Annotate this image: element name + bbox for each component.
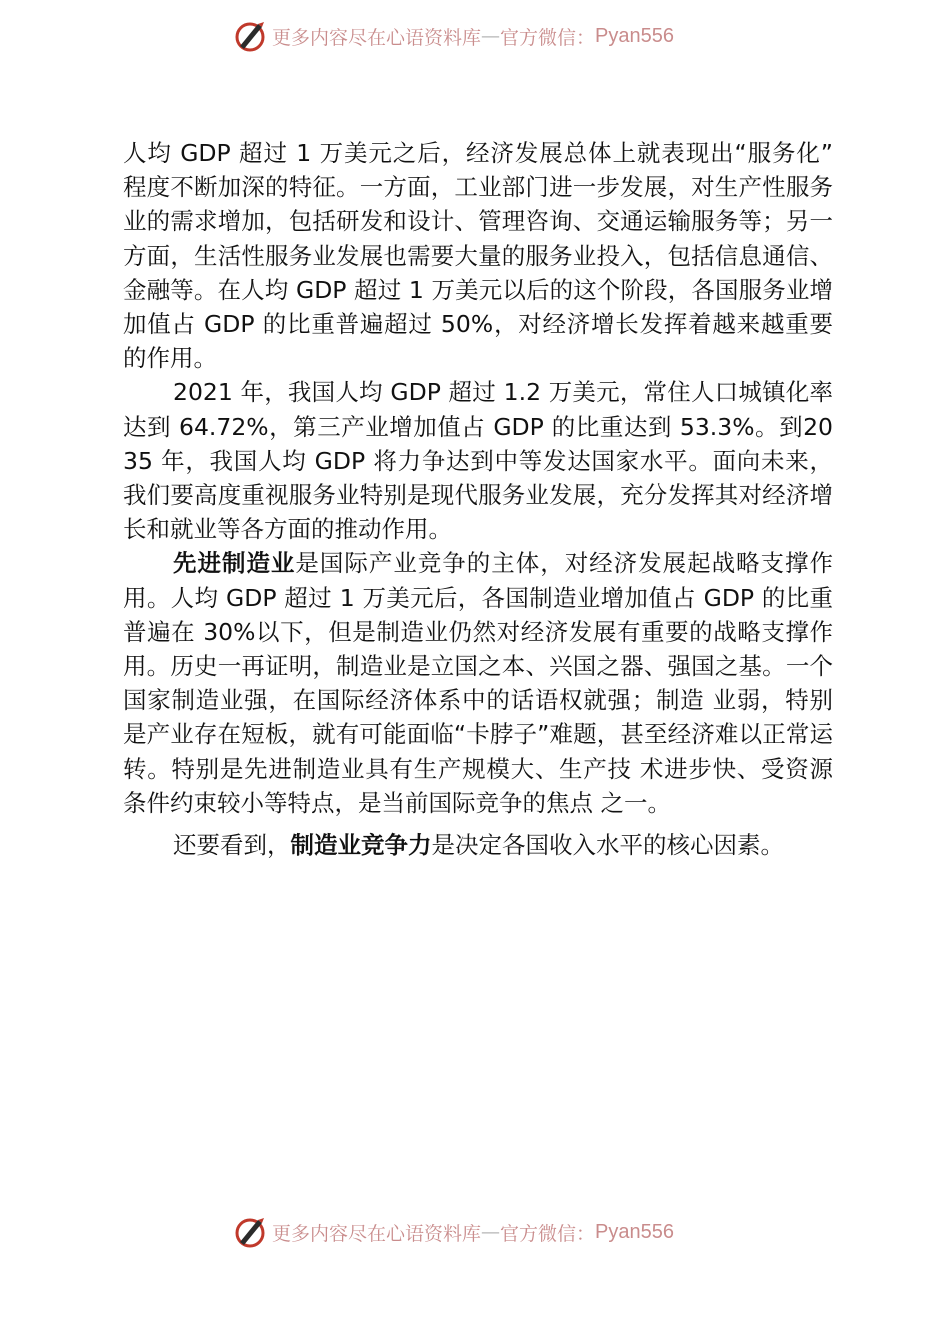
paragraph-3-bold-term: 先进制造业	[173, 549, 296, 578]
document-body	[123, 136, 833, 862]
paragraph-4-text: 是决定各国收入水平的核心因素。	[431, 831, 784, 860]
paragraph-3-text: 是国际产业竞争的主体，对经济发展起战略支撑作用。人均 GDP 超过 1 万美元后，各国制造业增加值占 GDP 的比重普遍在 30%以下，但是制造业仍然对经济发展有重要的战略支撑作用。历史一再证明，制造业是立国之本、兴国之器、强国之基。一个国家制造业强，在国际经济体系中的话语权就强；制造 业弱，特别是产业存在短板，就有可能面临“卡脖子”难题，甚至经济难以正常运转。特别是先进制造业具有生产规模大、生产技 术进步快、受资源条件约束较小等特点，是当前国际竞争的焦点 之一。	[123, 549, 834, 817]
paragraph-4-prefix: 还要看到，	[173, 831, 291, 860]
watermark-separator: —	[481, 25, 501, 47]
pen-logo-icon	[232, 1214, 268, 1250]
watermark-label: 官方微信：	[500, 1222, 596, 1245]
paragraph-3	[123, 546, 833, 820]
watermark-label: 官方微信：	[500, 26, 596, 49]
watermark-text: 更多内容尽在心语资料库	[272, 26, 482, 49]
watermark-text: 更多内容尽在心语资料库	[272, 1222, 482, 1245]
paragraph-2	[123, 375, 833, 546]
paragraph-1	[123, 136, 833, 375]
paragraph-1-text: 人均 GDP 超过 1 万美元之后，经济发展总体上就表现出“服务化” 程度不断加深的特征。一方面，工业部门进一步发展，对生产性服务业的需求增加，包括研发和设计、管理咨询、交通运输服务等；另一方面，生活性服务业发展也需要大量的服务业投入，包括信息通信、金融等。在人均 GDP 超过 1 万美元以后的这个阶段，各国服务业增加值占 GDP 的比重普遍超过 50%，对经济增长发挥着越来越重要的作用。	[123, 139, 833, 373]
watermark-account: Pyan556	[595, 24, 674, 47]
paragraph-4	[123, 828, 833, 862]
paragraph-4-bold-term: 制造业竞争力	[290, 831, 432, 860]
pen-logo-icon	[232, 18, 268, 54]
watermark-separator: —	[481, 1221, 501, 1243]
header-watermark	[232, 16, 674, 56]
paragraph-2-text: 2021 年，我国人均 GDP 超过 1.2 万美元，常住人口城镇化率达到 64.72%，第三产业增加值占 GDP 的比重达到 53.3%。到2035 年，我国人均 GDP 将力争达到中等发达国家水平。面向未来，我们要高度重视服务业特别是现代服务业发展，充分发挥其对经济增长和就业等各方面的推动作用。	[123, 378, 833, 544]
footer-watermark	[232, 1212, 674, 1252]
watermark-account: Pyan556	[595, 1220, 674, 1243]
